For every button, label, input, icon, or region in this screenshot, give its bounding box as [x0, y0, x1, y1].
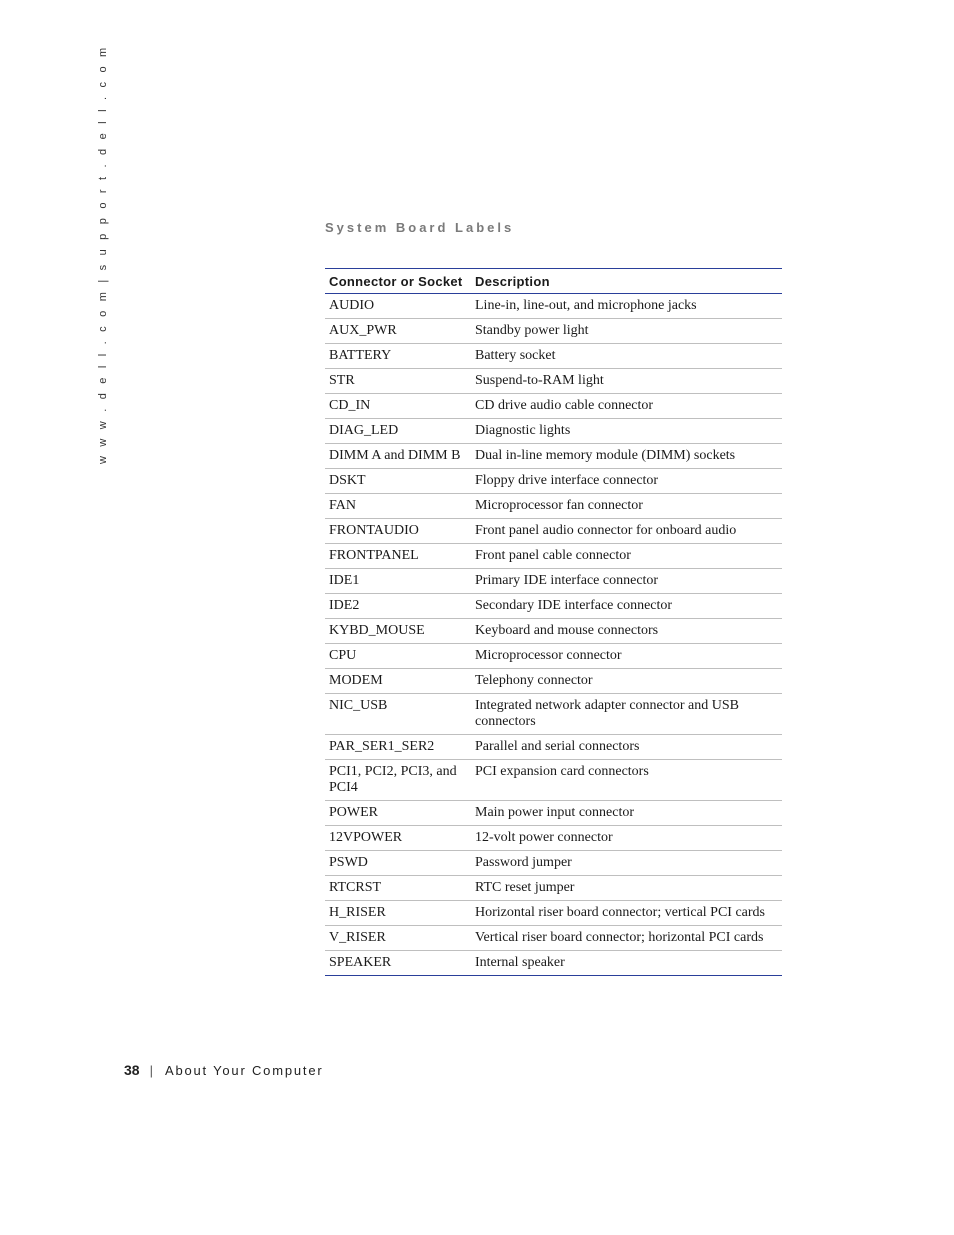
table-row: [325, 926, 782, 951]
connector-cell: KYBD_MOUSE: [325, 619, 471, 644]
column-header-description: Description: [471, 269, 782, 294]
connector-cell: IDE2: [325, 594, 471, 619]
connector-cell: IDE1: [325, 569, 471, 594]
connector-cell: STR: [325, 369, 471, 394]
description-cell: Parallel and serial connectors: [471, 735, 782, 760]
description-cell: Integrated network adapter connector and USB connectors: [471, 694, 782, 735]
description-cell: 12-volt power connector: [471, 826, 782, 851]
connector-cell: SPEAKER: [325, 951, 471, 976]
table-row: [325, 319, 782, 344]
description-cell: Microprocessor fan connector: [471, 494, 782, 519]
table-row: [325, 619, 782, 644]
connector-cell: V_RISER: [325, 926, 471, 951]
description-cell: CD drive audio cable connector: [471, 394, 782, 419]
connector-cell: AUDIO: [325, 294, 471, 319]
connector-cell: MODEM: [325, 669, 471, 694]
table-row: [325, 760, 782, 801]
table-row: [325, 344, 782, 369]
description-cell: Dual in-line memory module (DIMM) sockets: [471, 444, 782, 469]
section-title: System Board Labels: [325, 220, 515, 235]
connector-cell: POWER: [325, 801, 471, 826]
table-row: [325, 951, 782, 976]
table-row: [325, 669, 782, 694]
description-cell: Keyboard and mouse connectors: [471, 619, 782, 644]
table-row: [325, 394, 782, 419]
table-row: [325, 876, 782, 901]
description-cell: Horizontal riser board connector; vertical PCI cards: [471, 901, 782, 926]
description-cell: Secondary IDE interface connector: [471, 594, 782, 619]
table-row: [325, 544, 782, 569]
page-footer: [124, 1062, 323, 1078]
page-number: 38: [124, 1062, 140, 1078]
chapter-title: About Your Computer: [164, 1063, 324, 1078]
description-cell: Front panel audio connector for onboard audio: [471, 519, 782, 544]
connector-cell: NIC_USB: [325, 694, 471, 735]
table-body: [325, 294, 782, 976]
table-row: [325, 519, 782, 544]
description-cell: Telephony connector: [471, 669, 782, 694]
table-row: [325, 569, 782, 594]
connector-cell: FAN: [325, 494, 471, 519]
table-row: [325, 735, 782, 760]
connector-cell: CD_IN: [325, 394, 471, 419]
description-cell: Floppy drive interface connector: [471, 469, 782, 494]
connector-cell: PCI1, PCI2, PCI3, and PCI4: [325, 760, 471, 801]
connector-cell: FRONTPANEL: [325, 544, 471, 569]
table-row: [325, 644, 782, 669]
connector-cell: H_RISER: [325, 901, 471, 926]
table-row: [325, 901, 782, 926]
table-row: [325, 494, 782, 519]
table-row: [325, 369, 782, 394]
table-row: [325, 851, 782, 876]
table-header-row: [325, 269, 782, 294]
description-cell: Main power input connector: [471, 801, 782, 826]
table-row: [325, 801, 782, 826]
system-board-labels-table: [325, 268, 782, 976]
column-header-connector: Connector or Socket: [325, 269, 471, 294]
connector-cell: 12VPOWER: [325, 826, 471, 851]
connector-cell: PSWD: [325, 851, 471, 876]
connector-cell: CPU: [325, 644, 471, 669]
description-cell: PCI expansion card connectors: [471, 760, 782, 801]
connector-cell: PAR_SER1_SER2: [325, 735, 471, 760]
table-row: [325, 419, 782, 444]
connector-cell: BATTERY: [325, 344, 471, 369]
connector-cell: RTCRST: [325, 876, 471, 901]
description-cell: Front panel cable connector: [471, 544, 782, 569]
description-cell: Microprocessor connector: [471, 644, 782, 669]
connector-cell: DSKT: [325, 469, 471, 494]
connector-cell: FRONTAUDIO: [325, 519, 471, 544]
table-row: [325, 826, 782, 851]
connector-cell: AUX_PWR: [325, 319, 471, 344]
table-row: [325, 694, 782, 735]
description-cell: Primary IDE interface connector: [471, 569, 782, 594]
table-row: [325, 469, 782, 494]
connector-cell: DIMM A and DIMM B: [325, 444, 471, 469]
table-row: [325, 294, 782, 319]
description-cell: RTC reset jumper: [471, 876, 782, 901]
description-cell: Battery socket: [471, 344, 782, 369]
description-cell: Internal speaker: [471, 951, 782, 976]
description-cell: Suspend-to-RAM light: [471, 369, 782, 394]
description-cell: Line-in, line-out, and microphone jacks: [471, 294, 782, 319]
table-row: [325, 444, 782, 469]
description-cell: Vertical riser board connector; horizontal PCI cards: [471, 926, 782, 951]
description-cell: Password jumper: [471, 851, 782, 876]
table-row: [325, 594, 782, 619]
footer-separator: |: [149, 1063, 153, 1078]
connector-cell: DIAG_LED: [325, 419, 471, 444]
description-cell: Standby power light: [471, 319, 782, 344]
description-cell: Diagnostic lights: [471, 419, 782, 444]
side-margin-url: w w w . d e l l . c o m | s u p p o r t . d e l l . c o m: [97, 44, 109, 464]
